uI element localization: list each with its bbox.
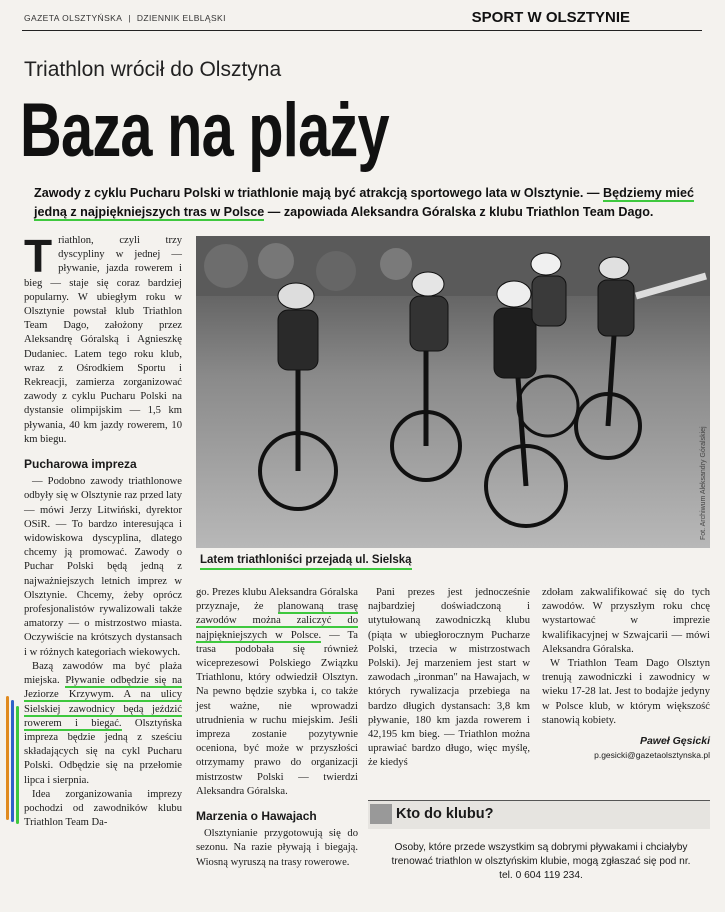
paragraph: Olsztynianie przygotowują się do sezonu. Na razie pływają i biegają. Wiosną wyruszą na trasy rowerowe. — [196, 828, 358, 868]
lead-text-a: Zawody z cyklu Pucharu Polski w triathlonie mają być atrakcją sportowego lata w Olsztynie. — — [34, 186, 603, 200]
publication-name-2: DZIENNIK ELBLĄSKI — [136, 13, 226, 23]
publication-name: GAZETA OLSZTYŃSKA — [24, 13, 123, 23]
lead-highlight: Będziemy mieć jedną z najpiękniejszych tras w Polsce — [34, 186, 694, 219]
paragraph — [24, 660, 182, 788]
header-separator: | — [128, 13, 131, 23]
cyclists-photo-drawing — [196, 236, 710, 548]
info-box-title: Kto do klubu? — [396, 806, 494, 822]
article-column-2 — [196, 586, 358, 870]
subheading: Pucharowa impreza — [24, 457, 137, 472]
info-box-header — [368, 801, 710, 829]
highlighter-mark-blue — [11, 700, 14, 822]
lead-text-b: — zapowiada Aleksandra Góralska z klubu Triathlon Team Dago. — [264, 205, 654, 219]
highlighted-text: Pływanie odbędzie się na Jeziorze Krzywym. A na ulicy Sielskiej zawodnicy będą jeździć rowerem i biegać. — [24, 675, 182, 729]
paragraph — [196, 586, 358, 799]
article-column-3 — [368, 586, 530, 771]
article-column-4 — [542, 586, 710, 762]
highlighter-mark-orange — [6, 696, 9, 820]
info-box — [368, 800, 710, 893]
publication-names — [24, 13, 226, 23]
article-kicker: Triathlon wrócił do Olsztyna — [24, 58, 282, 81]
highlighter-mark-green — [16, 706, 19, 824]
info-box-text: Osoby, które przede wszystkim są dobrymi pływakami i chciałyby trenować triathlon w olsztyńskim klubie, mogą zgłaszać się pod nr. tel. 0 604 119 234. — [391, 842, 691, 881]
text-run: — Ta trasa podobała się również wiceprezesowi Polskiego Związku Triathlonu, który odwiedził Olsztyn. Na pewno będzie szybka i, co także jest ważne, nie wprowadzi utrudnienia w ruchu miejskim. Jeśli impreza zostanie pozytywnie oceniona, być może w przyszłości otrzymamy prawo do organizacji mistrzostw Polski — twierdzi Aleksandra Góralska. — [196, 629, 358, 797]
text-run: Olsztyńska impreza będzie jedną z sześciu składających się na cykl Pucharu Polski. Odbędzie się na przełomie lipca i sierpnia. — [24, 717, 182, 786]
info-box-icon — [370, 804, 392, 824]
article-headline: Baza na plaży — [20, 88, 389, 173]
paragraph: Pani prezes jest jednocześnie najbardziej doświadczoną i utytułowaną zawodniczką klubu (piąta w ubiegłorocznym Pucharze Polski, trzecia w mistrzostwach Polski). Jej marzeniem jest start w zawodach „ironman" na Hawajach, w których rywalizacja przebiega na bardzo długich dystansach: 3,8 km pływanie, 180 km jazda rowerem i 42,195 km bieg. — Triathlon można uprawiać bardzo długo, więc myślę, że kiedyś — [368, 587, 530, 769]
text-run: go. Prezes klubu Aleksandra Góralska przyznaje, że — [196, 587, 358, 613]
article-column-1 — [24, 230, 182, 830]
paragraph: zdołam zakwalifikować się do tych zawodów. W przyszłym roku chcę wystartować w imprezie kwalifikacyjnej w Szwajcarii — mówi Aleksandra Góralska. — [542, 587, 710, 655]
cyclists-photo — [196, 236, 710, 548]
highlighted-text: planowaną trasę zawodów można zaliczyć do najpiękniejszych w Polsce. — [196, 601, 358, 641]
author-signature: Paweł Gęsicki — [639, 735, 710, 748]
article-lead — [34, 184, 706, 222]
page-header — [22, 8, 702, 31]
text-run: Bazą zawodów ma być plaża miejska. — [24, 660, 182, 687]
section-title: SPORT W OLSZTYNIE — [471, 9, 630, 26]
paragraph: W Triathlon Team Dago Olsztyn trenują zawodniczki i zawodnicy w wieku 17-28 lat. Jest to bodajże jedyny w Polsce klub, w którym większość stanowią kobiety. — [542, 658, 710, 726]
paragraph: — Podobno zawody triathlonowe odbyły się w Olsztynie raz przed laty — mówi Jerzy Litwiński, dyrektor OSiR. — To bardzo interesująca i widowiskowa dyscyplina, dlatego chcemy ją promować. Zawody o Puchar Polski będą jedną z najważniejszych letnich imprez w Olsztynie. Chcemy, żeby oprócz profesjonalistów rywalizowali także amatorzy — o mistrzostwo miasta. Oczywiście na krótszych dystansach i w różnych kategoriach wiekowych. — [24, 476, 182, 658]
author-email: p.gesicki@gazetaolsztynska.pl — [594, 750, 710, 761]
drop-cap: T — [24, 230, 53, 282]
photo-credit: Fot. Archiwum Aleksandry Góralskiej — [700, 426, 707, 540]
paragraph: riathlon, czyli trzy dyscypliny w jednej — pływanie, jazda rowerem i bieg — staje się coraz bardziej popularny. W ubiegłym roku w Olsztynie powstał klub Triathlon Team Dago, założony przez Aleksandrę Góralską i Agnieszkę Dudaniec. Latem tego roku klub, wraz z Ośrodkiem Sportu i Rekreacji, zamierza zorganizować zawody z cyklu Pucharu Polski na dystansie olimpijskim — 1,5 km pływania, 40 km jazdy rowerem, 10 km biegu. — [24, 235, 182, 445]
paragraph: Idea zorganizowania imprezy pochodzi od zawodników klubu Triathlon Team Da- — [24, 788, 182, 829]
subheading: Marzenia o Hawajach — [196, 809, 317, 824]
photo-caption: Latem triathloniści przejadą ul. Sielską — [200, 554, 412, 570]
